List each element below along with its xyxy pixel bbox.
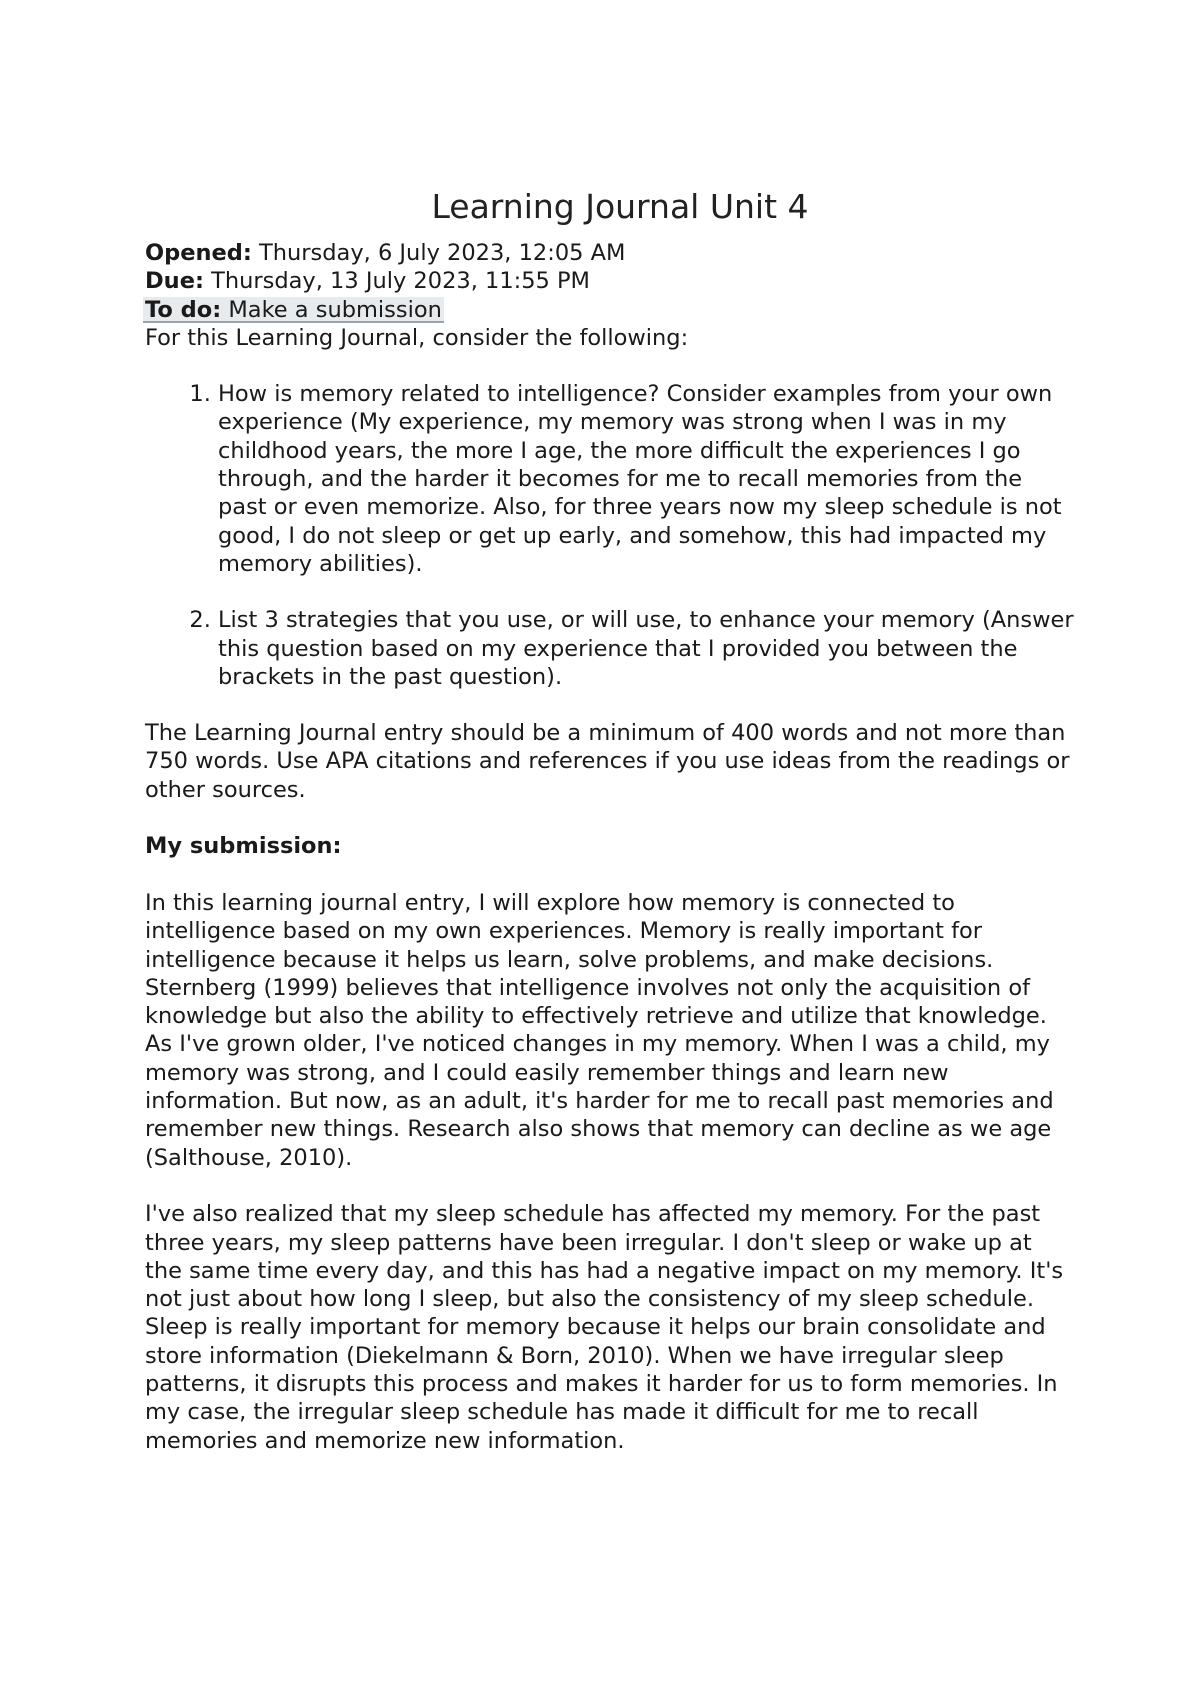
requirements-text: The Learning Journal entry should be a minimum of 400 words and not more than 750 words. Use APA citations and references if you use ideas from the readings or other sources. <box>145 720 1070 803</box>
submission-heading: My submission: <box>145 833 342 860</box>
document-page <box>145 185 1075 1483</box>
intro-text: For this Learning Journal, consider the following: <box>145 324 689 351</box>
todo-value: Make a submission <box>228 296 442 323</box>
opened-line <box>145 239 1075 267</box>
due-value: Thursday, 13 July 2023, 11:55 PM <box>211 268 590 295</box>
submission-paragraph: I've also realized that my sleep schedule has affected my memory. For the past three years, my sleep patterns have been irregular. I don't sleep or wake up at the same time every day, and this has had a negative impact on my memory. It's not just about how long I sleep, but also the consistency of my sleep schedule. Sleep is really important for memory because it helps our brain consolidate and store information (Diekelmann & Born, 2010). When we have irregular sleep patterns, it disrupts this process and makes it harder for us to form memories. In my case, the irregular sleep schedule has made it difficult for me to recall memories and memorize new information. <box>145 1201 1064 1454</box>
todo-status <box>143 297 444 323</box>
question-list <box>145 380 1075 691</box>
todo-label: To do: <box>145 296 222 323</box>
submission-paragraph: In this learning journal entry, I will explore how memory is connected to intelligence based on my own experiences. Memory is really important for intelligence because it helps us learn, solve problems, and make decisions. Sternberg (1999) believes that intelligence involves not only the acquisition of knowledge but also the ability to effectively retrieve and utilize that knowledge. As I've grown older, I've noticed changes in my memory. When I was a child, my memory was strong, and I could easily remember things and learn new information. But now, as an adult, it's harder for me to recall past memories and remember new things. Research also shows that memory can decline as we age (Salthouse, 2010). <box>145 889 1054 1171</box>
page-title: Learning Journal Unit 4 <box>431 187 809 226</box>
opened-value: Thursday, 6 July 2023, 12:05 AM <box>259 240 626 266</box>
todo-line <box>145 296 1075 324</box>
question-item: 2. List 3 strategies that you use, or will use, to enhance your memory (Answer this question based on my experience that I provided you between the brackets in the past question). <box>218 606 1075 691</box>
question-item: 1. How is memory related to intelligence? Consider examples from your own experience (My experience, my memory was strong when I was in my childhood years, the more I age, the more difficult the experiences I go through, and the harder it becomes for me to recall memories from the past or even memorize. Also, for three years now my sleep schedule is not good, I do not sleep or get up early, and somehow, this had impacted my memory abilities). <box>218 380 1075 578</box>
due-line <box>145 267 1075 295</box>
opened-label: Opened: <box>145 240 252 266</box>
due-label: Due: <box>145 268 204 295</box>
